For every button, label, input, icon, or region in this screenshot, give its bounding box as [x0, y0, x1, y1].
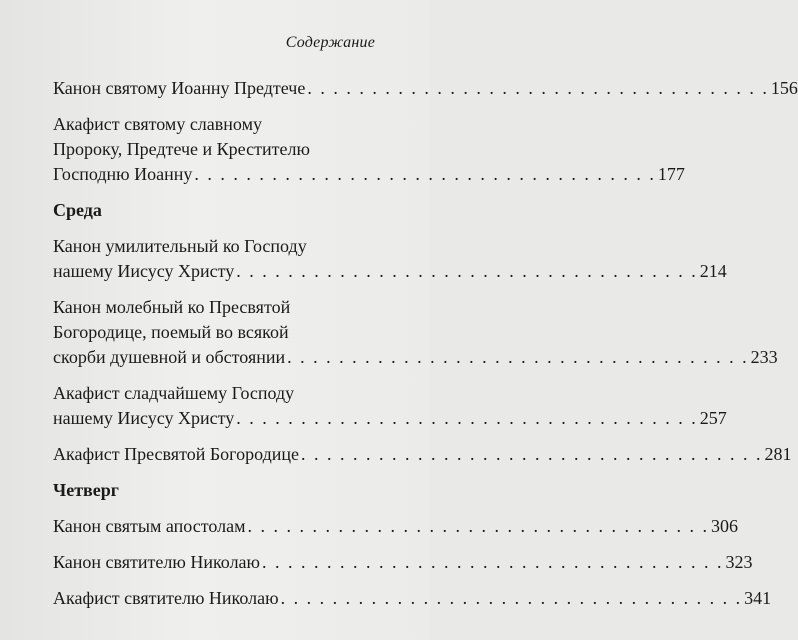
toc-entry[interactable]: [53, 76, 798, 101]
leader-dots: . . . . . . . . . . . . . . . . . . . . . . . . . . . . . . . . . . . .: [307, 78, 769, 98]
toc-entry-title-line: Канон святому Иоанну Предтече: [53, 78, 306, 98]
toc-page-number: 233: [750, 347, 778, 367]
toc-entry-title-line: Канон святым апостолам: [53, 516, 246, 536]
toc-page-number: 306: [710, 516, 738, 536]
toc-section-heading: Четверг: [53, 480, 119, 500]
toc-entry-last-line: [53, 76, 798, 101]
running-head: Содержание: [285, 34, 375, 51]
leader-dots: . . . . . . . . . . . . . . . . . . . . . . . . . . . . . . . . . . . .: [261, 552, 724, 572]
toc-entry-title-line: Пророку, Предтече и Крестителю: [53, 139, 310, 159]
toc-entry-last-line: [53, 514, 738, 539]
leader-dots: . . . . . . . . . . . . . . . . . . . . . . . . . . . . . . . . . . . .: [287, 347, 749, 367]
toc-page-number: 214: [699, 261, 727, 281]
toc-entry-title-line: Господню Иоанну: [53, 164, 193, 184]
leader-dots: . . . . . . . . . . . . . . . . . . . . . . . . . . . . . . . . . . . .: [194, 164, 656, 184]
toc-entry-title-line: скорби душевной и обстоянии: [53, 347, 286, 367]
toc-page-number: 341: [744, 588, 772, 608]
toc-entry-title-line: нашему Иисусу Христу: [53, 408, 235, 428]
toc-entry-title-line: нашему Иисусу Христу: [53, 261, 235, 281]
table-of-contents: [53, 76, 798, 622]
toc-entry-title-line: Канон святителю Николаю: [53, 552, 260, 572]
toc-entry-last-line: [53, 442, 792, 467]
leader-dots: . . . . . . . . . . . . . . . . . . . . . . . . . . . . . . . . . . . .: [280, 588, 743, 608]
leader-dots: . . . . . . . . . . . . . . . . . . . . . . . . . . . . . . . . . . . .: [301, 444, 763, 464]
toc-page-number: 281: [764, 444, 792, 464]
toc-entry-title-line: Богородице, поемый во всякой: [53, 322, 289, 342]
toc-entry-last-line: [53, 345, 778, 370]
toc-entry-title-line: Канон умилительный ко Господу: [53, 236, 307, 256]
toc-entry[interactable]: [53, 381, 727, 431]
leader-dots: . . . . . . . . . . . . . . . . . . . . . . . . . . . . . . . . . . . .: [236, 408, 698, 428]
toc-entry-last-line: [53, 550, 753, 575]
toc-entry-title-line: Акафист Пресвятой Богородице: [53, 444, 300, 464]
toc-entry-title-line: Канон молебный ко Пресвятой: [53, 297, 291, 317]
toc-entry-last-line: [53, 259, 727, 284]
toc-entry[interactable]: [53, 234, 727, 284]
toc-entry-last-line: [53, 586, 772, 611]
toc-entry-title-line: Акафист сладчайшему Господу: [53, 383, 295, 403]
toc-page-number: 177: [657, 164, 685, 184]
leader-dots: . . . . . . . . . . . . . . . . . . . . . . . . . . . . . . . . . . . .: [247, 516, 709, 536]
toc-entry[interactable]: [53, 550, 753, 575]
toc-entry-title-line: Акафист святому славному: [53, 114, 262, 134]
toc-page-number: 323: [725, 552, 753, 572]
toc-page-number: 156: [770, 78, 798, 98]
toc-entry[interactable]: [53, 295, 778, 370]
toc-entry[interactable]: [53, 514, 738, 539]
toc-entry-last-line: [53, 162, 685, 187]
toc-entry-title-line: Акафист святителю Николаю: [53, 588, 279, 608]
toc-entry[interactable]: [53, 586, 772, 611]
toc-entry[interactable]: [53, 112, 685, 187]
toc-section-heading: Среда: [53, 200, 102, 220]
toc-page-number: 257: [699, 408, 727, 428]
toc-entry[interactable]: [53, 442, 792, 467]
leader-dots: . . . . . . . . . . . . . . . . . . . . . . . . . . . . . . . . . . . .: [236, 261, 698, 281]
toc-entry-last-line: [53, 406, 727, 431]
